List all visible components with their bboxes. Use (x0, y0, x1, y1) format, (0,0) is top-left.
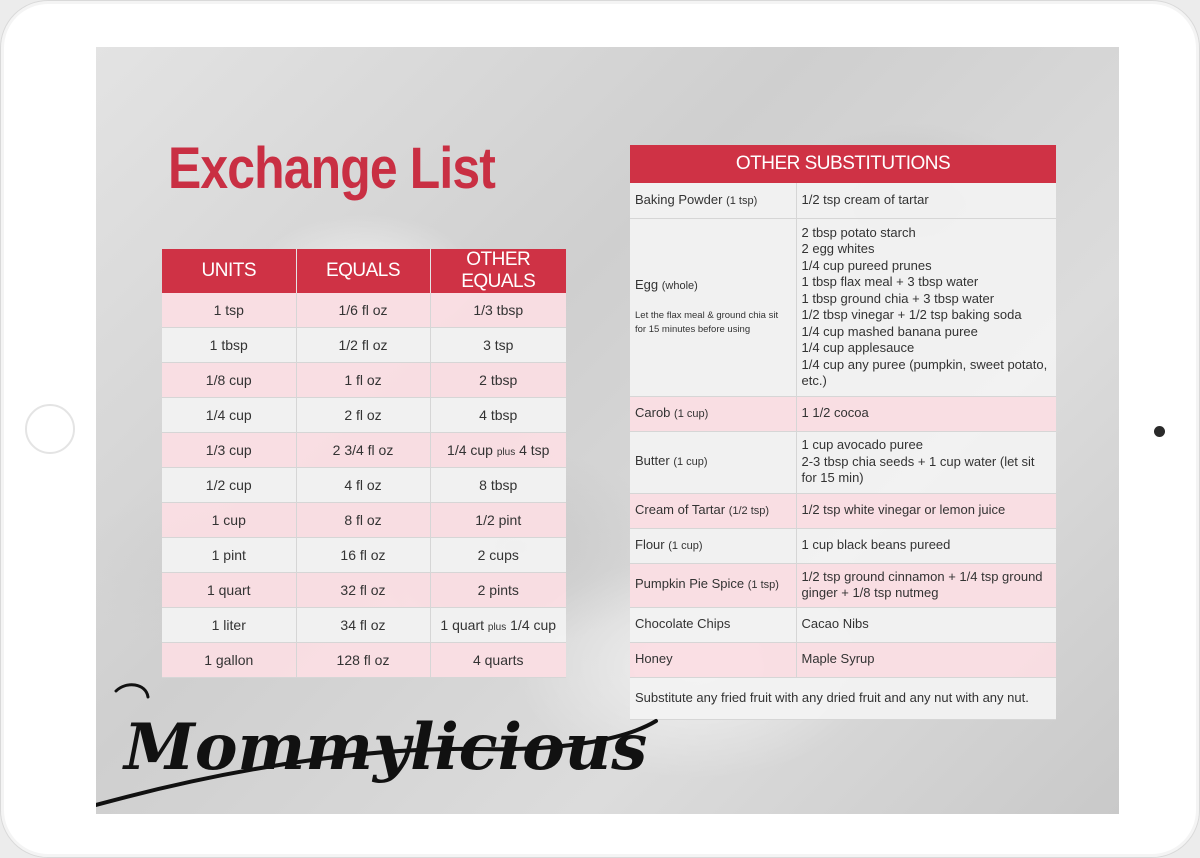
item-qty: (1 tsp) (726, 194, 758, 207)
other-equals-cell: 4 quarts (430, 643, 566, 678)
page-title: Exchange List (168, 136, 496, 201)
substitutions-header: OTHER SUBSTITUTIONS (630, 145, 1056, 183)
substitute-cell (796, 431, 1056, 493)
item-cell (630, 528, 796, 563)
unit-cell: 1 tsp (162, 293, 296, 328)
equals-cell: 128 fl oz (296, 643, 430, 678)
logo-text: Mommylicious (124, 710, 648, 785)
table-row (630, 607, 1056, 642)
table-row (630, 642, 1056, 677)
other-join: plus (487, 622, 507, 633)
equals-cell: 2 3/4 fl oz (296, 433, 430, 468)
substitute-line: 1 tbsp ground chia + 3 tbsp water (801, 290, 995, 306)
other-part-a: 1/4 cup (447, 442, 493, 458)
equals-cell: 2 fl oz (296, 398, 430, 433)
item-qty: (whole) (661, 280, 698, 293)
item-name: Butter (635, 453, 670, 469)
other-join: plus (496, 447, 516, 458)
table-row (630, 563, 1056, 607)
substitute-cell (796, 218, 1056, 396)
other-equals-cell: 8 tbsp (430, 468, 566, 503)
table-row (630, 528, 1056, 563)
table-row (162, 643, 566, 678)
exchange-header-row (162, 249, 566, 293)
table-row (162, 433, 566, 468)
substitute-line: 1/2 tbsp vinegar + 1/2 tsp baking soda (801, 307, 1022, 322)
equals-cell: 1/2 fl oz (296, 328, 430, 363)
unit-cell: 1 gallon (162, 643, 296, 678)
other-equals-cell: 1/2 pint (430, 503, 566, 538)
equals-cell: 8 fl oz (296, 503, 430, 538)
substitute-line: 1/4 cup mashed banana puree (801, 323, 978, 339)
item-note: Let the flax meal & ground chia sit for 15 minutes before using (635, 309, 779, 335)
table-row (162, 328, 566, 363)
table-row (162, 398, 566, 433)
equals-cell: 34 fl oz (296, 608, 430, 643)
substitute-line: 1 tbsp flax meal + 3 tbsp water (801, 274, 979, 289)
item-cell (630, 183, 796, 218)
other-equals-cell: 4 tbsp (430, 398, 566, 433)
other-equals-cell (430, 608, 566, 643)
unit-cell: 1 cup (162, 503, 296, 538)
column-header-other-equals: OTHER EQUALS (430, 249, 566, 293)
equals-cell: 4 fl oz (296, 468, 430, 503)
logo-flourish (116, 685, 148, 697)
item-name: Flour (635, 536, 665, 552)
item-cell (630, 493, 796, 528)
column-header-equals: EQUALS (296, 249, 430, 293)
item-name: Cream of Tartar (635, 501, 726, 517)
substitute-line: 2 egg whites (801, 241, 875, 256)
unit-cell: 1/4 cup (162, 398, 296, 433)
equals-cell: 32 fl oz (296, 573, 430, 608)
table-row (162, 573, 566, 608)
item-name: Carob (635, 404, 671, 420)
table-row (630, 431, 1056, 493)
item-qty: (1/2 tsp) (728, 504, 770, 517)
substitute-line: 1 cup avocado puree (801, 437, 923, 453)
substitute-cell: 1 1/2 cocoa (796, 396, 1056, 431)
substitute-line: 2-3 tbsp chia seeds + 1 cup water (let sit for 15 min) (801, 453, 1035, 486)
other-part-b: 1/4 cup (510, 617, 557, 633)
home-button[interactable] (25, 404, 75, 454)
substitute-line: 2 tbsp potato starch (801, 224, 916, 240)
other-part-b: 4 tsp (519, 442, 550, 458)
mommylicious-logo (96, 677, 696, 814)
table-row (630, 218, 1056, 396)
screen (96, 47, 1119, 814)
other-equals-cell: 3 tsp (430, 328, 566, 363)
substitute-cell: 1/2 tsp ground cinnamon + 1/4 tsp ground ginger + 1/8 tsp nutmeg (796, 563, 1056, 607)
item-cell (630, 218, 796, 396)
substitute-cell: 1 cup black beans pureed (796, 528, 1056, 563)
other-equals-cell: 2 pints (430, 573, 566, 608)
item-cell (630, 396, 796, 431)
substitute-cell: Maple Syrup (796, 642, 1056, 677)
table-row (630, 396, 1056, 431)
unit-cell: 1 pint (162, 538, 296, 573)
unit-cell: 1/3 cup (162, 433, 296, 468)
substitute-line: 1/4 cup applesauce (801, 340, 915, 355)
other-equals-cell: 2 cups (430, 538, 566, 573)
table-row (162, 503, 566, 538)
substitute-cell: 1/2 tsp white vinegar or lemon juice (796, 493, 1056, 528)
item-cell (630, 431, 796, 493)
other-equals-cell: 2 tbsp (430, 363, 566, 398)
camera-icon (1154, 426, 1165, 437)
table-row (162, 538, 566, 573)
table-row (162, 293, 566, 328)
substitute-cell: 1/2 tsp cream of tartar (796, 183, 1056, 218)
unit-cell: 1 liter (162, 608, 296, 643)
unit-cell: 1 tbsp (162, 328, 296, 363)
item-qty: (1 tsp) (747, 579, 779, 592)
item-qty: (1 cup) (668, 539, 703, 552)
substitutions-table (630, 145, 1056, 720)
table-row (630, 183, 1056, 218)
table-row (162, 608, 566, 643)
column-header-units: UNITS (162, 249, 296, 293)
item-qty: (1 cup) (674, 407, 709, 420)
item-cell (630, 563, 796, 607)
item-cell: Chocolate Chips (630, 607, 796, 642)
exchange-table (162, 249, 566, 678)
unit-cell: 1/2 cup (162, 468, 296, 503)
item-name: Baking Powder (635, 191, 723, 207)
item-qty: (1 cup) (673, 456, 708, 469)
substitute-line: 1/4 cup any puree (pumpkin, sweet potato, etc.) (801, 356, 1048, 388)
other-part-a: 1 quart (440, 617, 484, 633)
equals-cell: 16 fl oz (296, 538, 430, 573)
substitute-cell: Cacao Nibs (796, 607, 1056, 642)
other-equals-cell (430, 433, 566, 468)
equals-cell: 1/6 fl oz (296, 293, 430, 328)
item-name: Egg (635, 277, 659, 293)
other-equals-cell: 1/3 tbsp (430, 293, 566, 328)
substitute-line: 1/4 cup pureed prunes (801, 257, 932, 273)
unit-cell: 1 quart (162, 573, 296, 608)
equals-cell: 1 fl oz (296, 363, 430, 398)
table-row (162, 468, 566, 503)
table-row (162, 363, 566, 398)
substitutions-footer: Substitute any fried fruit with any dried fruit and any nut with any nut. (630, 677, 1056, 719)
item-name: Pumpkin Pie Spice (635, 576, 745, 592)
unit-cell: 1/8 cup (162, 363, 296, 398)
table-row (630, 493, 1056, 528)
item-cell: Honey (630, 642, 796, 677)
